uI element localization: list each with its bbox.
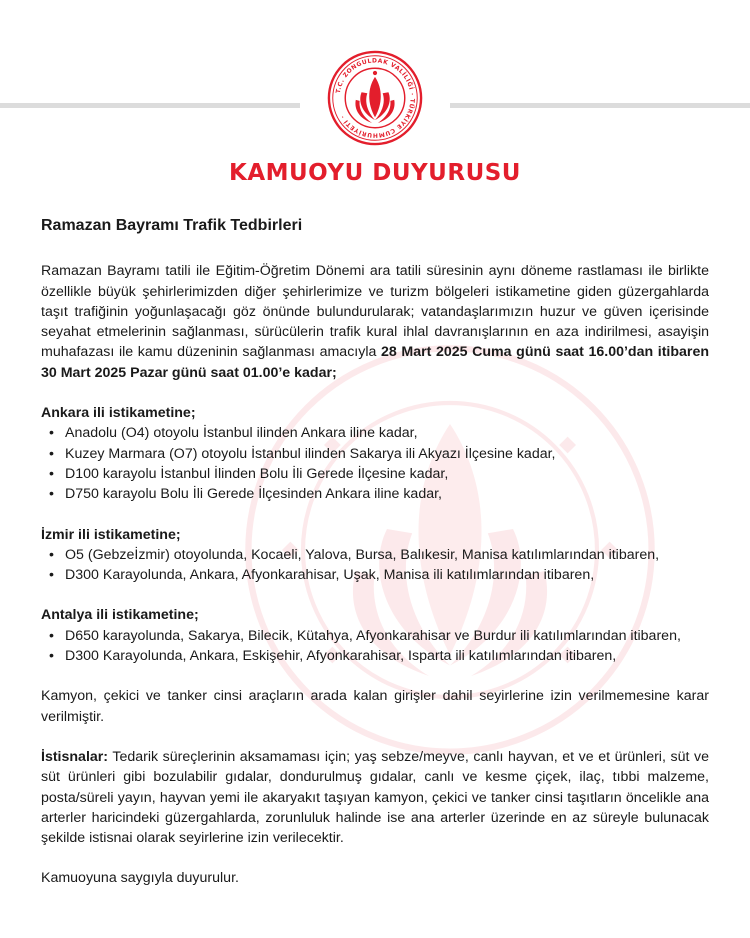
list-item: • Kuzey Marmara (O7) otoyolu İstanbul ilinden Sakarya ili Akyazı İlçesine kadar, [65, 444, 709, 464]
list-item: • D650 karayolunda, Sakarya, Bilecik, Kütahya, Afyonkarahisar ve Burdur ili katılımlarından itibaren, [65, 626, 709, 646]
exceptions-text: Tedarik süreçlerinin aksamaması için; yaş sebze/meyve, canlı hayvan, et ve et ürünleri, süt ve süt ürünleri gibi bozulabilir gıdalar, dondurulmuş gıdalar, canlı ve kesme çiçek, ilaç, tıbbi malzeme, posta/süreli yayın, hayvan yemi ile akaryakıt taşıyan kamyon, çekici ve tanker cinsi taşıtların öncelikle ana arterler haricindeki güzergahlarda, zorunluluk halinde ise ana arterler üzerinde en az süreyle bulunacak şekilde istisnai olarak seyirlerine izin verilecektir. [41, 748, 709, 847]
page-title: KAMUOYU DUYURUSU [229, 160, 521, 186]
list-item: • D300 Karayolunda, Ankara, Afyonkarahisar, Uşak, Manisa ili katılımlarından itibaren, [65, 565, 709, 585]
list-item: • D300 Karayolunda, Ankara, Eskişehir, Afyonkarahisar, Isparta ili katılımlarından itibaren, [65, 646, 709, 666]
section-izmir [41, 525, 709, 586]
list-item: • D750 karayolu Bolu İli Gerede İlçesinden Ankara iline kadar, [65, 484, 709, 504]
header-divider-right [450, 103, 750, 108]
list-item: • D100 karayolu İstanbul İlinden Bolu İli Gerede İlçesine kadar, [65, 464, 709, 484]
section-ankara [41, 403, 709, 504]
list-item: • Anadolu (O4) otoyolu İstanbul ilinden Ankara iline kadar, [65, 423, 709, 443]
section-title: Antalya ili istikametine; [41, 607, 199, 624]
route-list [41, 626, 709, 667]
header-divider-left [0, 103, 300, 108]
zonguldak-governorship-seal-icon [327, 50, 423, 146]
announcement-subject: Ramazan Bayramı Trafik Tedbirleri [41, 217, 303, 234]
intro-paragraph [41, 261, 709, 383]
svg-text:T.C. ZONGULDAK VALİLİĞİ · TÜRK: T.C. ZONGULDAK VALİLİĞİ · TÜRKİYE CUMHURİYETİ · [334, 57, 416, 139]
section-title: İzmir ili istikametine; [41, 526, 181, 543]
decision-paragraph: Kamyon, çekici ve tanker cinsi araçların arada kalan girişler dahil seyirlerine izin verilmemesine karar verilmiştir. [41, 688, 709, 725]
route-list [41, 423, 709, 504]
route-list [41, 545, 709, 586]
list-item: • O5 (Gebzeİzmir) otoyolunda, Kocaeli, Yalova, Bursa, Balıkesir, Manisa katılımlarından itibaren, [65, 545, 709, 565]
intro-date-range: 28 Mart 2025 Cuma günü saat 16.00’dan itibaren 30 Mart 2025 Pazar günü saat 01.00’e kadar; [41, 344, 709, 381]
intro-text: Ramazan Bayramı tatili ile Eğitim-Öğretim Dönemi ara tatili süresinin aynı döneme rastlaması ile birlikte özellikle büyük şehirlerimizden diğer şehirlerimize ve turizm bölgeleri istikametine giden güzergahlarda taşıt trafiğinin yoğunlaşacağı göz önünde bulundurularak; vatandaşlarımızın huzur ve güven içerisinde seyahat etmelerinin sağlanması, sürücülerin trafik kural ihlal davranışlarının en aza indirilmesi, asayişin muhafazası ile kamu düzeninin sağlanması amacıyla [41, 263, 709, 361]
exceptions-paragraph [41, 747, 709, 848]
section-antalya [41, 605, 709, 666]
exceptions-label: İstisnalar: [41, 748, 109, 765]
closing-line: Kamuoyuna saygıyla duyurulur. [41, 870, 239, 887]
announcement-body [41, 216, 709, 889]
section-title: Ankara ili istikametine; [41, 405, 196, 422]
